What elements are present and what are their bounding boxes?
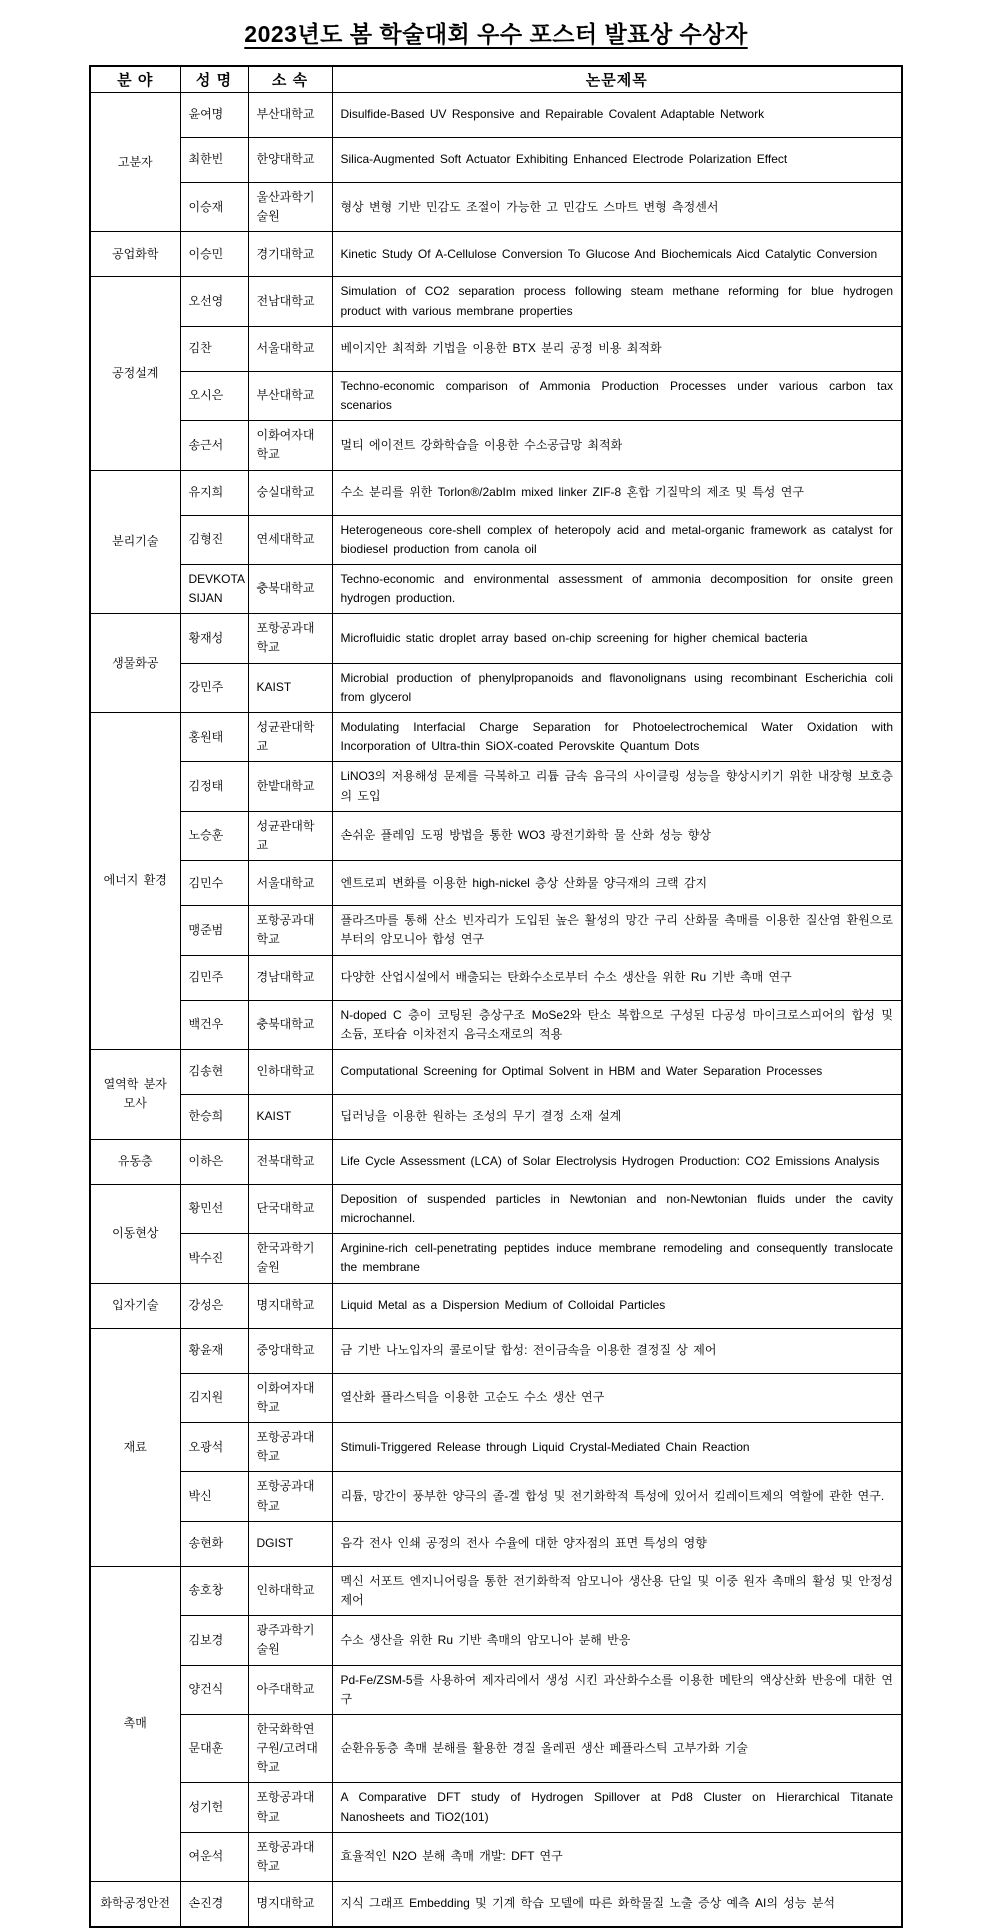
- table-row: [90, 1616, 902, 1665]
- table-row: [90, 1472, 902, 1521]
- paper-title-cell: Techno-economic and environmental assessment of ammonia decomposition for onsite green hydrogen production.: [332, 564, 902, 613]
- field-cell: 촉매: [90, 1566, 180, 1881]
- winner-name-cell: 백건우: [180, 1000, 248, 1049]
- affiliation-cell: 성균관대학교: [248, 811, 332, 860]
- winner-name-cell: 송근서: [180, 421, 248, 470]
- col-header-field: 분 야: [90, 66, 180, 93]
- paper-title-cell: 음각 전사 인쇄 공정의 전사 수율에 대한 양자점의 표면 특성의 영향: [332, 1521, 902, 1566]
- field-cell: 분리기술: [90, 470, 180, 614]
- table-row: [90, 421, 902, 470]
- affiliation-cell: KAIST: [248, 1094, 332, 1139]
- paper-title-cell: Microbial production of phenylpropanoids and flavonolignans using recombinant Escherichia coli from glycerol: [332, 663, 902, 712]
- table-row: [90, 1783, 902, 1832]
- paper-title-cell: Life Cycle Assessment (LCA) of Solar Electrolysis Hydrogen Production: CO2 Emissions Analysis: [332, 1139, 902, 1184]
- affiliation-cell: 서울대학교: [248, 326, 332, 371]
- affiliation-cell: 경남대학교: [248, 955, 332, 1000]
- table-row: [90, 1373, 902, 1422]
- paper-title-cell: 열산화 플라스틱을 이용한 고순도 수소 생산 연구: [332, 1373, 902, 1422]
- winner-name-cell: 문대훈: [180, 1714, 248, 1783]
- paper-title-cell: A Comparative DFT study of Hydrogen Spillover at Pd8 Cluster on Hierarchical Titanate Nanosheets and TiO2(101): [332, 1783, 902, 1832]
- affiliation-cell: 울산과학기술원: [248, 183, 332, 232]
- paper-title-cell: Deposition of suspended particles in Newtonian and non-Newtonian fluids under the cavity microchannel.: [332, 1184, 902, 1233]
- paper-title-cell: 다양한 산업시설에서 배출되는 탄화수소로부터 수소 생산을 위한 Ru 기반 촉매 연구: [332, 955, 902, 1000]
- field-cell: 열역학 분자모사: [90, 1049, 180, 1139]
- table-header: [90, 66, 902, 93]
- affiliation-cell: 중앙대학교: [248, 1328, 332, 1373]
- paper-title-cell: 엔트로피 변화를 이용한 high-nickel 층상 산화물 양극재의 크랙 감지: [332, 861, 902, 906]
- affiliation-cell: 부산대학교: [248, 371, 332, 420]
- winner-name-cell: 홍원태: [180, 713, 248, 762]
- col-header-affiliation: 소 속: [248, 66, 332, 93]
- table-row: [90, 811, 902, 860]
- winner-name-cell: 한승희: [180, 1094, 248, 1139]
- table-row: [90, 713, 902, 762]
- affiliation-cell: 포항공과대학교: [248, 906, 332, 955]
- table-row: [90, 1832, 902, 1881]
- winner-name-cell: 오시은: [180, 371, 248, 420]
- winner-name-cell: 성기헌: [180, 1783, 248, 1832]
- paper-title-cell: Modulating Interfacial Charge Separation for Photoelectrochemical Water Oxidation with Incorporation of Ultra-thin SiOX-coated Perovskite Quantum Dots: [332, 713, 902, 762]
- table-row: [90, 1094, 902, 1139]
- field-cell: 입자기술: [90, 1283, 180, 1328]
- paper-title-cell: 형상 변형 기반 민감도 조절이 가능한 고 민감도 스마트 변형 측정센서: [332, 183, 902, 232]
- table-row: [90, 515, 902, 564]
- paper-title-cell: 효율적인 N2O 분해 촉매 개발: DFT 연구: [332, 1832, 902, 1881]
- table-row: [90, 277, 902, 326]
- paper-title-cell: 수소 분리를 위한 Torlon®/2abIm mixed linker ZIF-8 혼합 기질막의 제조 및 특성 연구: [332, 470, 902, 515]
- affiliation-cell: 서울대학교: [248, 861, 332, 906]
- winner-name-cell: 김민주: [180, 955, 248, 1000]
- affiliation-cell: 광주과학기술원: [248, 1616, 332, 1665]
- field-cell: 에너지 환경: [90, 713, 180, 1050]
- table-row: [90, 663, 902, 712]
- table-row: [90, 1521, 902, 1566]
- paper-title-cell: 금 기반 나노입자의 콜로이달 합성: 전이금속을 이용한 결정질 상 제어: [332, 1328, 902, 1373]
- winner-name-cell: 오선영: [180, 277, 248, 326]
- winner-name-cell: 송호창: [180, 1566, 248, 1615]
- paper-title-cell: Pd-Fe/ZSM-5를 사용하여 제자리에서 생성 시킨 과산화수소를 이용한 메탄의 액상산화 반응에 대한 연구: [332, 1665, 902, 1714]
- page-title: 2023년도 봄 학술대회 우수 포스터 발표상 수상자: [244, 21, 748, 47]
- table-row: [90, 564, 902, 613]
- paper-title-cell: 지식 그래프 Embedding 및 기계 학습 모델에 따른 화학물질 노출 증상 예측 AI의 성능 분석: [332, 1882, 902, 1927]
- affiliation-cell: 전남대학교: [248, 277, 332, 326]
- table-row: [90, 1328, 902, 1373]
- table-row: [90, 1423, 902, 1472]
- winner-name-cell: 송현화: [180, 1521, 248, 1566]
- affiliation-cell: DGIST: [248, 1521, 332, 1566]
- affiliation-cell: 포항공과대학교: [248, 614, 332, 663]
- table-row: [90, 1714, 902, 1783]
- table-row: [90, 371, 902, 420]
- affiliation-cell: 성균관대학교: [248, 713, 332, 762]
- affiliation-cell: 단국대학교: [248, 1184, 332, 1233]
- winner-name-cell: 윤여명: [180, 93, 248, 138]
- table-row: [90, 1882, 902, 1927]
- winner-name-cell: 노승훈: [180, 811, 248, 860]
- paper-title-cell: Disulfide-Based UV Responsive and Repairable Covalent Adaptable Network: [332, 93, 902, 138]
- paper-title-cell: LiNO3의 저용해성 문제를 극복하고 리튬 금속 음극의 사이클링 성능을 향상시키기 위한 내장형 보호층의 도입: [332, 762, 902, 811]
- table-row: [90, 138, 902, 183]
- field-cell: 유동층: [90, 1139, 180, 1184]
- table-row: [90, 1000, 902, 1049]
- col-header-paper-title: 논문제목: [332, 66, 902, 93]
- field-cell: 화학공정안전: [90, 1882, 180, 1927]
- table-row: [90, 614, 902, 663]
- paper-title-cell: 플라즈마를 통해 산소 빈자리가 도입된 높은 활성의 망간 구리 산화물 촉매를 이용한 질산염 환원으로부터의 암모니아 합성 연구: [332, 906, 902, 955]
- affiliation-cell: 포항공과대학교: [248, 1423, 332, 1472]
- affiliation-cell: 충북대학교: [248, 1000, 332, 1049]
- paper-title-cell: Simulation of CO2 separation process following steam methane reforming for blue hydrogen product with various membrane properties: [332, 277, 902, 326]
- affiliation-cell: 포항공과대학교: [248, 1472, 332, 1521]
- field-cell: 이동현상: [90, 1184, 180, 1283]
- field-cell: 공업화학: [90, 232, 180, 277]
- winner-name-cell: 김보경: [180, 1616, 248, 1665]
- winner-name-cell: 이승재: [180, 183, 248, 232]
- affiliation-cell: 숭실대학교: [248, 470, 332, 515]
- affiliation-cell: 한양대학교: [248, 138, 332, 183]
- paper-title-cell: Kinetic Study Of A-Cellulose Conversion To Glucose And Biochemicals Aicd Catalytic Conversion: [332, 232, 902, 277]
- winner-name-cell: 김지원: [180, 1373, 248, 1422]
- paper-title-cell: 순환유동층 촉매 분해를 활용한 경질 올레핀 생산 페플라스틱 고부가화 기술: [332, 1714, 902, 1783]
- winner-name-cell: 김형진: [180, 515, 248, 564]
- winner-name-cell: DEVKOTA SIJAN: [180, 564, 248, 613]
- field-cell: 재료: [90, 1328, 180, 1566]
- paper-title-cell: 리튬, 망간이 풍부한 양극의 졸-겔 합성 및 전기화학적 특성에 있어서 킬레이트제의 역할에 관한 연구.: [332, 1472, 902, 1521]
- table-row: [90, 1665, 902, 1714]
- paper-title-cell: 베이지안 최적화 기법을 이용한 BTX 분리 공정 비용 최적화: [332, 326, 902, 371]
- affiliation-cell: 경기대학교: [248, 232, 332, 277]
- winner-name-cell: 김찬: [180, 326, 248, 371]
- paper-title-cell: 멕신 서포트 엔지니어링을 통한 전기화학적 암모니아 생산용 단일 및 이중 원자 촉매의 활성 및 안정성 제어: [332, 1566, 902, 1615]
- paper-title-cell: Techno-economic comparison of Ammonia Production Processes under various carbon tax scenarios: [332, 371, 902, 420]
- affiliation-cell: 부산대학교: [248, 93, 332, 138]
- affiliation-cell: 한국화학연구원/고려대학교: [248, 1714, 332, 1783]
- table-row: [90, 232, 902, 277]
- paper-title-cell: Heterogeneous core-shell complex of heteropoly acid and metal-organic framework as catalyst for biodiesel production from canola oil: [332, 515, 902, 564]
- table-row: [90, 762, 902, 811]
- table-row: [90, 470, 902, 515]
- affiliation-cell: 이화여자대학교: [248, 1373, 332, 1422]
- affiliation-cell: 한국과학기술원: [248, 1234, 332, 1283]
- table-row: [90, 906, 902, 955]
- winner-name-cell: 양건식: [180, 1665, 248, 1714]
- paper-title-cell: 손쉬운 플레임 도핑 방법을 통한 WO3 광전기화학 물 산화 성능 향상: [332, 811, 902, 860]
- field-cell: 공정설계: [90, 277, 180, 470]
- affiliation-cell: 명지대학교: [248, 1882, 332, 1927]
- affiliation-cell: 이화여자대학교: [248, 421, 332, 470]
- affiliation-cell: 명지대학교: [248, 1283, 332, 1328]
- table-row: [90, 93, 902, 138]
- affiliation-cell: 포항공과대학교: [248, 1832, 332, 1881]
- awards-table-body: [90, 93, 902, 1927]
- table-row: [90, 1234, 902, 1283]
- affiliation-cell: 아주대학교: [248, 1665, 332, 1714]
- winner-name-cell: 황재성: [180, 614, 248, 663]
- winner-name-cell: 손진경: [180, 1882, 248, 1927]
- paper-title-cell: 수소 생산을 위한 Ru 기반 촉매의 암모니아 분해 반응: [332, 1616, 902, 1665]
- table-row: [90, 1566, 902, 1615]
- table-row: [90, 1049, 902, 1094]
- paper-title-cell: N-doped C 층이 코팅된 층상구조 MoSe2와 탄소 복합으로 구성된 다공성 마이크로스피어의 합성 및 소듐, 포타슘 이차전지 음극소재로의 적용: [332, 1000, 902, 1049]
- paper-title-cell: Stimuli-Triggered Release through Liquid Crystal-Mediated Chain Reaction: [332, 1423, 902, 1472]
- table-row: [90, 861, 902, 906]
- paper-title-cell: Silica-Augmented Soft Actuator Exhibiting Enhanced Electrode Polarization Effect: [332, 138, 902, 183]
- affiliation-cell: 한밭대학교: [248, 762, 332, 811]
- affiliation-cell: 포항공과대학교: [248, 1783, 332, 1832]
- table-row: [90, 1139, 902, 1184]
- table-row: [90, 955, 902, 1000]
- table-row: [90, 1184, 902, 1233]
- affiliation-cell: KAIST: [248, 663, 332, 712]
- winner-name-cell: 황윤재: [180, 1328, 248, 1373]
- winner-name-cell: 유지희: [180, 470, 248, 515]
- winner-name-cell: 김송현: [180, 1049, 248, 1094]
- winner-name-cell: 이하은: [180, 1139, 248, 1184]
- winner-name-cell: 강성은: [180, 1283, 248, 1328]
- affiliation-cell: 인하대학교: [248, 1566, 332, 1615]
- affiliation-cell: 충북대학교: [248, 564, 332, 613]
- winner-name-cell: 황민선: [180, 1184, 248, 1233]
- field-cell: 생물화공: [90, 614, 180, 713]
- awards-table: [89, 65, 903, 1928]
- winner-name-cell: 김정태: [180, 762, 248, 811]
- field-cell: 고분자: [90, 93, 180, 232]
- paper-title-cell: Computational Screening for Optimal Solvent in HBM and Water Separation Processes: [332, 1049, 902, 1094]
- table-row: [90, 1283, 902, 1328]
- table-row: [90, 326, 902, 371]
- affiliation-cell: 연세대학교: [248, 515, 332, 564]
- winner-name-cell: 여운석: [180, 1832, 248, 1881]
- col-header-name: 성 명: [180, 66, 248, 93]
- paper-title-cell: Arginine-rich cell-penetrating peptides induce membrane remodeling and consequently translocate the membrane: [332, 1234, 902, 1283]
- paper-title-cell: Liquid Metal as a Dispersion Medium of Colloidal Particles: [332, 1283, 902, 1328]
- table-header-row: [90, 66, 902, 93]
- winner-name-cell: 이승민: [180, 232, 248, 277]
- paper-title-cell: 딥러닝을 이용한 원하는 조성의 무기 결정 소재 설계: [332, 1094, 902, 1139]
- winner-name-cell: 박수진: [180, 1234, 248, 1283]
- winner-name-cell: 오광석: [180, 1423, 248, 1472]
- winner-name-cell: 김민수: [180, 861, 248, 906]
- winner-name-cell: 맹준범: [180, 906, 248, 955]
- table-row: [90, 183, 902, 232]
- paper-title-cell: 멀티 에이전트 강화학습을 이용한 수소공급망 최적화: [332, 421, 902, 470]
- affiliation-cell: 인하대학교: [248, 1049, 332, 1094]
- winner-name-cell: 박신: [180, 1472, 248, 1521]
- paper-title-cell: Microfluidic static droplet array based on-chip screening for higher chemical bacteria: [332, 614, 902, 663]
- affiliation-cell: 전북대학교: [248, 1139, 332, 1184]
- winner-name-cell: 강민주: [180, 663, 248, 712]
- winner-name-cell: 최한빈: [180, 138, 248, 183]
